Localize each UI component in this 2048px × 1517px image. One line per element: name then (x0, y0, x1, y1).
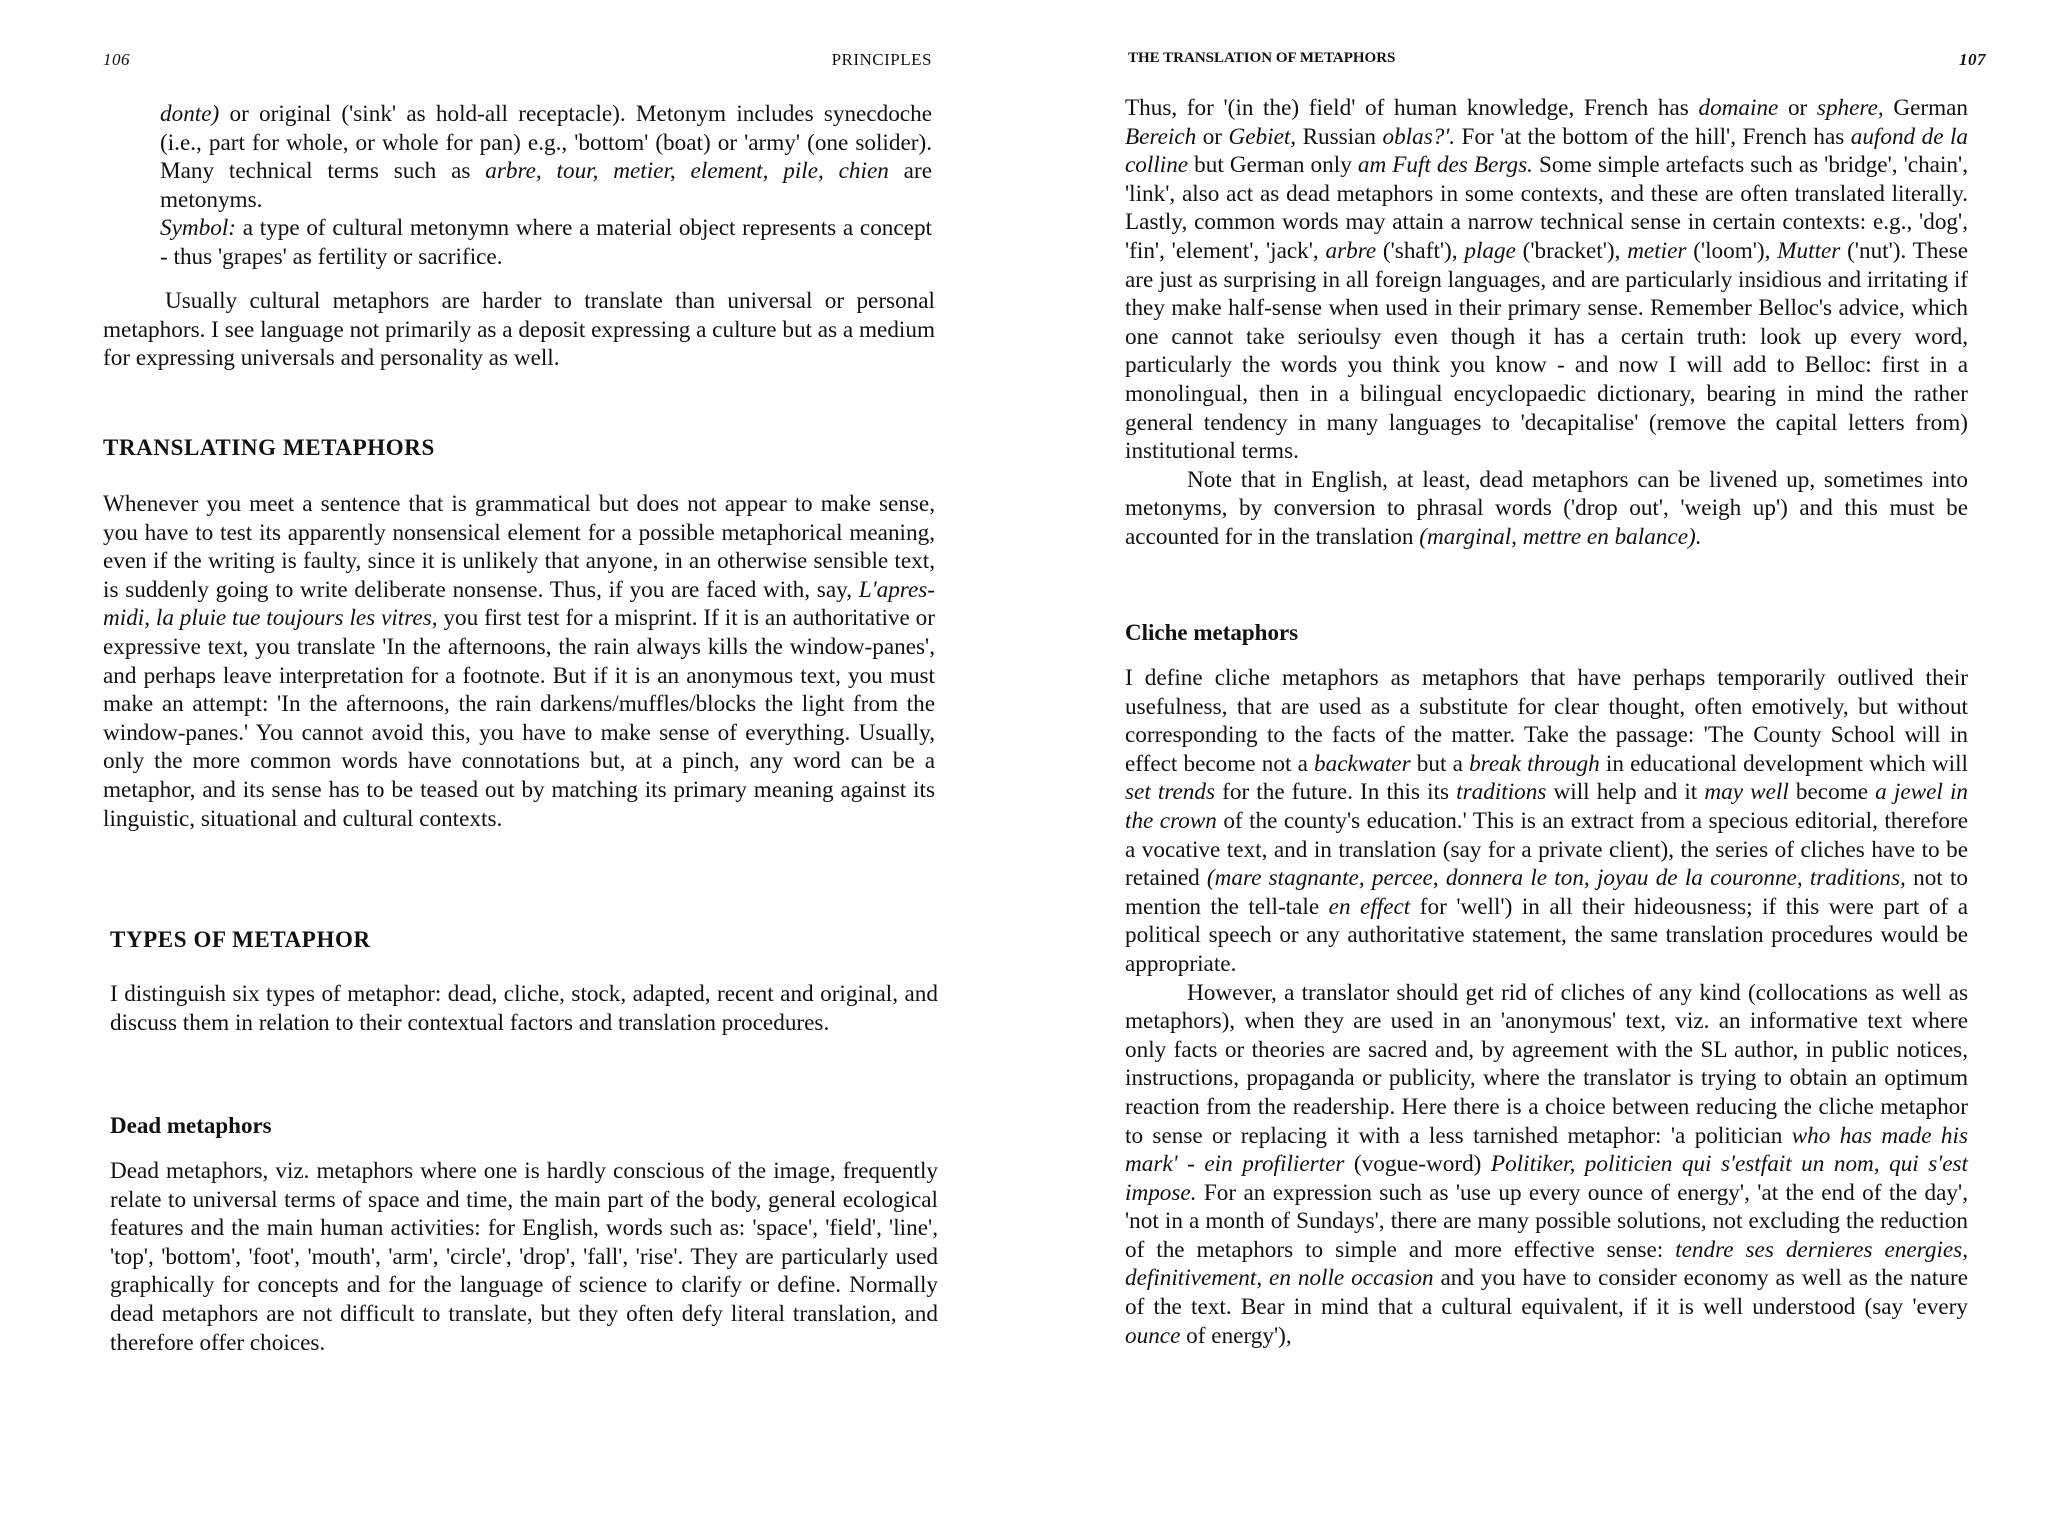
text-run: German (1883, 95, 1969, 121)
text-run: Some simple artefacts such as 'bridge', 'chain', 'link', also act as dead metaphors in some contexts, and these are often translated literally. Lastly, common words may attain a narrow technical sense in certain contexts: e.g., 'dog', 'fin', 'element', 'jack', (1125, 152, 1968, 264)
text-run: Russian (1296, 123, 1383, 150)
subsection-heading: Dead metaphors (110, 1113, 272, 1138)
text-run: ('loom'), (1686, 237, 1778, 264)
types-paragraph (110, 980, 938, 1037)
text-run: I define cliche metaphors as metaphors that have perhaps temporarily outlived their usefulness, that are used as a substitute for clear thought, often emotively, but without corresponding to the facts of the matter. Take the passage: 'The County School will in effect become not a (1125, 665, 1968, 777)
italic-text-run: oblas?'. (1382, 123, 1456, 150)
italic-text-run: may well (1704, 779, 1789, 806)
italic-text-run: donte) (160, 101, 220, 127)
italic-text-run: sphere, (1816, 95, 1884, 121)
text-run: of energy'), (1180, 1322, 1292, 1349)
text-run: not to mention the tell-tale (1125, 865, 1968, 920)
intro-paragraph (160, 100, 932, 214)
italic-text-run: backwater (1314, 750, 1411, 777)
cliche-paragraph (1125, 664, 1968, 979)
text-run: Whenever you meet a sentence that is grammatical but does not appear to make sense, you have to test its apparently nonsensical element for a possible metaphorical meaning, even if the writing is faulty, since it is unlikely that anyone, in an otherwise sensible text, is suddenly going to write deliberate nonsense. Thus, if you are faced with, say, (103, 491, 935, 603)
text-run: or (1196, 123, 1229, 150)
italic-text-run: Mutter (1777, 237, 1841, 264)
text-run: I distinguish six types of metaphor: dead, cliche, stock, adapted, recent and original, and discuss them in relation to their contextual factors and translation procedures. (110, 981, 938, 1036)
intro-block (160, 100, 932, 272)
subsection-heading: Cliche metaphors (1125, 620, 1299, 645)
text-run: but German only (1188, 152, 1358, 179)
italic-text-run: arbre (1325, 237, 1377, 264)
text-run: become (1788, 779, 1876, 806)
text-run: However, a translator should get rid of cliches of any kind (collocations as well as metaphors), when they are used in an 'anonymous' text, viz. an informative text where only facts or theories are sacred and, by agreement with the SL author, in public notices, instructions, propaganda or publicity, where the translator is trying to obtain an optimum reaction from the readership. Here there is a choice between reducing the cliche metaphor to sense or replacing it with a less tarnished metaphor: 'a politician (1125, 979, 1968, 1149)
page-number: 106 (103, 50, 130, 69)
dead-paragraph (110, 1157, 938, 1357)
section-heading: TRANSLATING METAPHORS (103, 435, 435, 460)
text-run: Usually cultural metaphors are harder to translate than universal or personal metaphors. I see language not primarily as a deposit expressing a culture but as a medium for expressing universals and personality as well. (103, 288, 935, 372)
text-run: will help and it (1546, 779, 1705, 806)
text-run: are metonyms. (160, 158, 932, 213)
symbol-paragraph (160, 214, 932, 271)
italic-text-run: am Fuft des Bergs. (1357, 152, 1533, 179)
right-page (1024, 0, 2048, 1517)
text-run: a type of cultural metonymn where a material object represents a concept - thus 'grapes' as fertility or sacrifice. (160, 215, 932, 270)
text-run: ('shaft'), (1376, 237, 1465, 264)
first-paragraph (1125, 94, 1968, 466)
text-run: for 'well') in all their hideousness; if this were part of a political speech or any authoritative statement, the same translation procedures would be appropriate. (1125, 893, 1968, 977)
italic-text-run: break through (1469, 750, 1600, 777)
text-run: Note that in English, at least, dead metaphors can be livened up, sometimes into metonyms, by conversion to phrasal words ('drop out', 'weigh up') and this must be accounted for in the translation (1125, 466, 1968, 550)
italic-text-run: tendre ses dernieres energies, definitivement, en nolle occasion (1125, 1236, 1969, 1292)
usually-paragraph (103, 287, 935, 373)
running-head: PRINCIPLES (831, 50, 932, 69)
text-run: (vogue-word) (1344, 1151, 1491, 1178)
italic-text-run: plage (1464, 237, 1516, 264)
text-run: For an expression such as 'use up every ounce of energy', 'at the end of the day', 'not in a month of Sundays', there are many possible solutions, not excluding the reduction of the metaphors to simple and more effective sense: (1125, 1179, 1968, 1263)
italic-text-run: aufond de la colline (1125, 123, 1968, 179)
italic-text-run: ounce (1125, 1322, 1181, 1349)
italic-text-run: Symbol: (160, 215, 236, 242)
text-run: of the county's education.' This is an extract from a specious editorial, therefore a vocative text, and in translation (say for a private client), the series of cliches have to be retained (1125, 807, 1968, 892)
italic-text-run: domaine (1698, 95, 1779, 121)
text-run: ('bracket'), (1515, 237, 1628, 264)
text-run: Thus, for '(in the) field' of human knowledge, French has (1125, 95, 1699, 121)
italic-text-run: Politiker, politicien qui s'estfait un nom, qui s'est impose. (1125, 1151, 1968, 1206)
text-run: or (1778, 95, 1817, 121)
italic-text-run: ein profilierter (1204, 1151, 1345, 1178)
text-run: or original ('sink' as hold-all receptacle). Metonym includes synecdoche (i.e., part for whole, or whole for pan) e.g., 'bottom' (boat) or 'army' (one solider). Many technical terms such as (160, 101, 932, 185)
however-paragraph (1125, 979, 1968, 1351)
text-run: and you have to consider economy as well as the nature of the text. Bear in mind that a cultural equivalent, if it is well understood (say 'every (1125, 1265, 1968, 1321)
text-run: for the future. In this its (1215, 779, 1457, 806)
translating-paragraph (103, 490, 935, 833)
italic-text-run: traditions (1456, 779, 1547, 806)
italic-text-run: Gebiet, (1228, 123, 1297, 150)
running-head: THE TRANSLATION OF METAPHORS (1128, 50, 1396, 66)
text-run: - (1177, 1151, 1205, 1178)
text-run: in educational development which will (1599, 750, 1968, 777)
italic-text-run: set trends (1125, 779, 1215, 806)
section-heading: TYPES OF METAPHOR (110, 927, 371, 952)
italic-text-run: a jewel in the crown (1125, 779, 1968, 834)
note-paragraph (1125, 466, 1968, 552)
italic-text-run: arbre, tour, metier, element, pile, chien (485, 158, 889, 185)
text-run: For 'at the bottom of the hill', French has (1455, 123, 1851, 150)
italic-text-run: (mare stagnante, percee, donnera le ton, joyau de la couronne, traditions, (1206, 865, 1906, 892)
page-number: 107 (1959, 50, 1986, 69)
italic-text-run: en effect (1328, 893, 1411, 920)
text-run: you first test for a misprint. If it is an authoritative or expressive text, you translate 'In the afternoons, the rain always kills the window-panes', and perhaps leave interpretation for a footnote. But if it is an anonymous text, you must make an attempt: 'In the afternoons, the rain darkens/muffles/blocks the light from the window-panes.' You cannot avoid this, you have to make sense of everything. Usually, only the more common words have connotations but, at a pinch, any word can be a metaphor, and its sense has to be teased out by matching its primary meaning against its linguistic, situational and cultural contexts. (103, 605, 935, 832)
italic-text-run: L'apres-midi, la pluie tue toujours les vitres, (103, 576, 935, 632)
italic-text-run: who has made his mark' (1125, 1122, 1968, 1178)
italic-text-run: metier (1627, 237, 1687, 264)
dead-metaphor-continuation (1125, 94, 1968, 552)
italic-text-run: Bereich (1125, 123, 1197, 150)
text-run: but a (1410, 750, 1470, 777)
cliche-section (1125, 664, 1968, 1350)
text-run: Dead metaphors, viz. metaphors where one is hardly conscious of the image, frequently relate to universal terms of space and time, the main part of the body, general ecological features and the main human activities: for English, words such as: 'space', 'field', 'line', 'top', 'bottom', 'foot', 'mouth', 'arm', 'circle', 'drop', 'fall', 'rise'. They are particularly used graphically for concepts and for the language of science to clarify or define. Normally dead metaphors are not difficult to translate, but they often defy literal translation, and therefore offer choices. (110, 1158, 938, 1356)
text-run: ('nut'). These are just as surprising in all foreign languages, and are particularly insidious and irritating if they make half-sense when used in their primary sense. Remember Belloc's advice, which one cannot take serioulsy even though it has a certain truth: look up every word, particularly the words you think you know - and now I will add to Belloc: first in a monolingual, then in a bilingual encyclopaedic dictionary, bearing in mind the rather general tendency in many languages to 'decapitalise' (remove the capital letters from) institutional terms. (1125, 237, 1969, 465)
italic-text-run: (marginal, mettre en balance). (1419, 523, 1702, 550)
